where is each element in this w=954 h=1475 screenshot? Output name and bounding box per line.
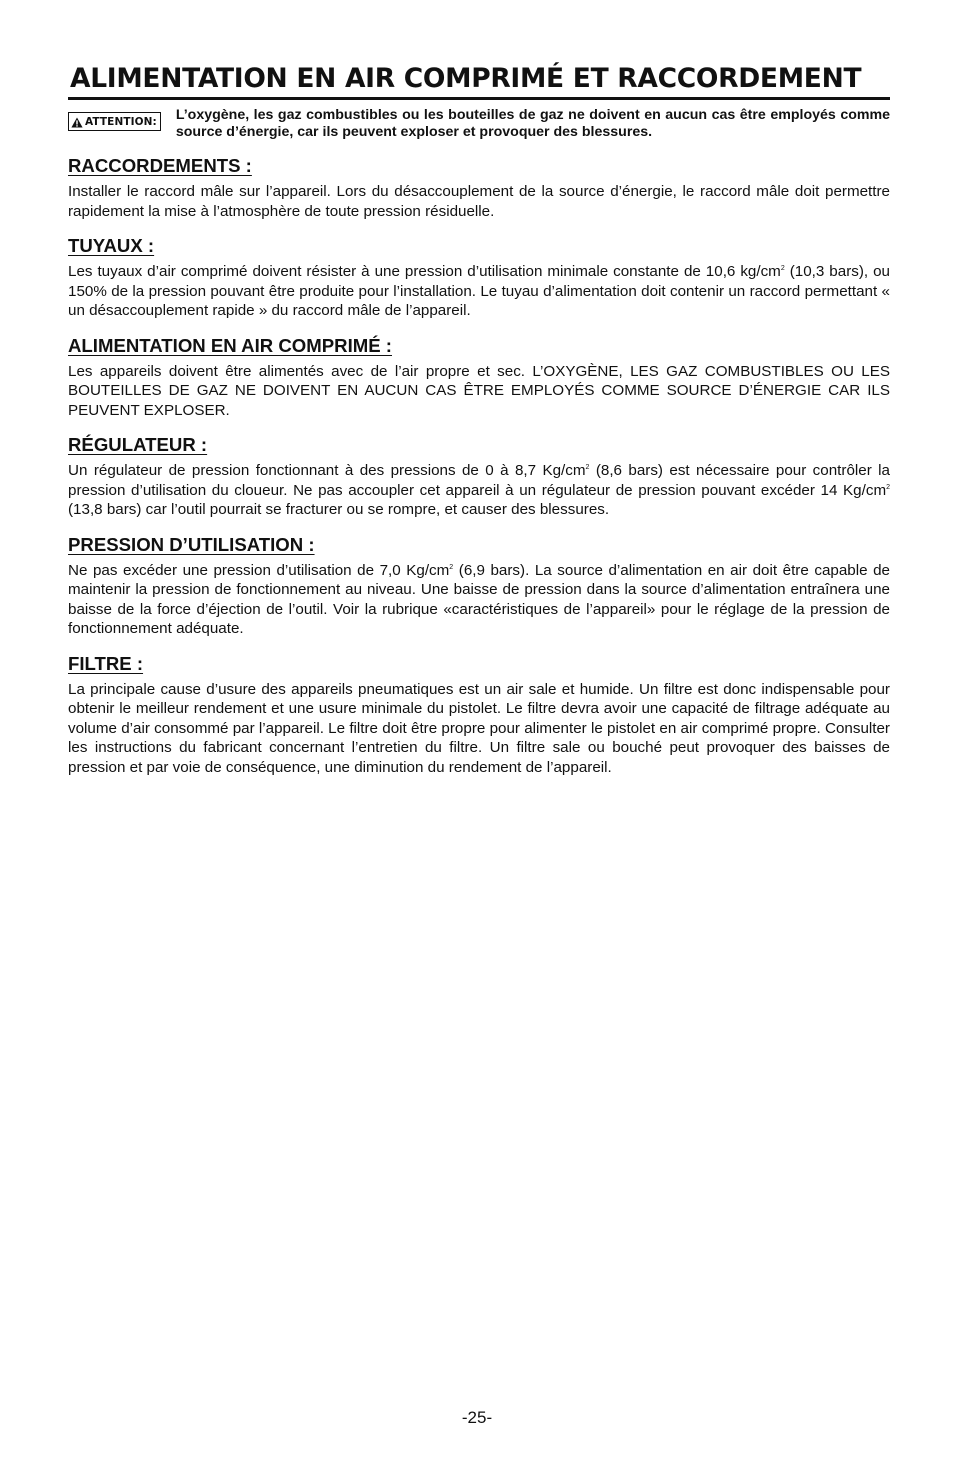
section-alimentation — [68, 335, 890, 421]
warning-triangle-icon — [71, 117, 83, 128]
superscript: 2 — [585, 464, 590, 471]
page-title: ALIMENTATION EN AIR COMPRIMÉ ET RACCORDEMENT — [68, 64, 890, 100]
text-run: (6,9 bars). La source d’alimentation en air doit être capable de maintenir la pression de fonctionnement au niveau. Une baisse de pression dans la source d’alimentation entraînera une baisse de la force d’éjection de l’outil. Voir la rubrique «caractéristiques de l’appareil» pour le réglage de la pression de fonctionnement adéquate. — [68, 561, 890, 637]
section-body-alimentation: Les appareils doivent être alimentés avec de l’air propre et sec. L’OXYGÈNE, LES GAZ COMBUSTIBLES OU LES BOUTEILLES DE GAZ NE DOIVENT EN AUCUN CAS ÊTRE EMPLOYÉS COMME SOURCE D’ÉNERGIE CAR ILS PEUVENT EXPLOSER. — [68, 362, 890, 419]
section-filtre — [68, 653, 890, 778]
section-raccordements — [68, 155, 890, 221]
text-run: Un régulateur de pression fonctionnant à des pressions de 0 à 8,7 Kg/cm — [68, 462, 586, 479]
section-body-filtre: La principale cause d’usure des appareils pneumatiques est un air sale et humide. Un filtre est donc indispensable pour obtenir le meilleur rendement et une usure minimale du pistolet. Le filtre devra avoir une capacité de filtrage adéquate au volume d’air consommé par l’appareil. Le filtre doit être propre pour alimenter le pistolet en air comprimé propre. Consulter les instructions du fabricant concernant l’entretien du filtre. Un filtre sale ou bouché peut provoquer des baisses de pression et par voie de conséquence, une diminution du rendement de l’appareil. — [68, 680, 890, 776]
section-regulateur — [68, 434, 890, 520]
section-heading-raccordements: RACCORDEMENTS : — [68, 155, 252, 176]
section-pression — [68, 534, 890, 639]
superscript: 2 — [780, 265, 785, 272]
section-heading-filtre: FILTRE : — [68, 652, 144, 674]
section-heading-tuyaux: TUYAUX : — [68, 235, 155, 256]
section-heading-alimentation: ALIMENTATION EN AIR COMPRIMÉ : — [68, 334, 392, 356]
section-body-tuyaux — [68, 262, 890, 321]
superscript: 2 — [886, 483, 890, 491]
page-content — [68, 64, 890, 777]
page-number: -25- — [461, 1408, 493, 1427]
text-run: (8,6 bars) est nécessaire pour contrôler la pression d’utilisation du cloueur. Ne pas accoupler cet appareil à un régulateur de pression pouvant excéder 14 Kg/cm — [68, 462, 890, 499]
section-heading-regulateur: RÉGULATEUR : — [68, 434, 208, 455]
attention-label-text: ATTENTION: — [85, 116, 157, 128]
text-run: (10,3 bars), ou 150% de la pression pouvant être produite pour l’installation. Le tuyau d’alimentation doit contenir un raccord permettant « un désaccouplement rapide » du raccord mâle de l’appareil. — [68, 263, 890, 319]
text-run: Les tuyaux d’air comprimé doivent résister à une pression d’utilisation minimale constante de 10,6 kg/cm — [68, 263, 781, 280]
attention-badge — [68, 112, 161, 131]
section-body-raccordements: Installer le raccord mâle sur l’appareil. Lors du désaccouplement de la source d’énergie, le raccord mâle doit permettre rapidement la mise à l’atmosphère de toute pression résiduelle. — [68, 183, 890, 220]
warning-block — [68, 107, 890, 141]
section-tuyaux — [68, 235, 890, 321]
section-body-pression — [68, 561, 890, 639]
section-heading-pression: PRESSION D’UTILISATION : — [68, 533, 315, 555]
superscript: 2 — [449, 563, 454, 571]
warning-text: L’oxygène, les gaz combustibles ou les bouteilles de gaz ne doivent en aucun cas être employés comme source d’énergie, car ils peuvent exploser et provoquer des blessures. — [175, 107, 890, 140]
section-body-regulateur — [68, 461, 890, 520]
text-run: (13,8 bars) car l’outil pourrait se fracturer ou se rompre, et causer des blessures. — [68, 501, 610, 518]
text-run: Ne pas excéder une pression d’utilisation de 7,0 Kg/cm — [68, 561, 450, 579]
